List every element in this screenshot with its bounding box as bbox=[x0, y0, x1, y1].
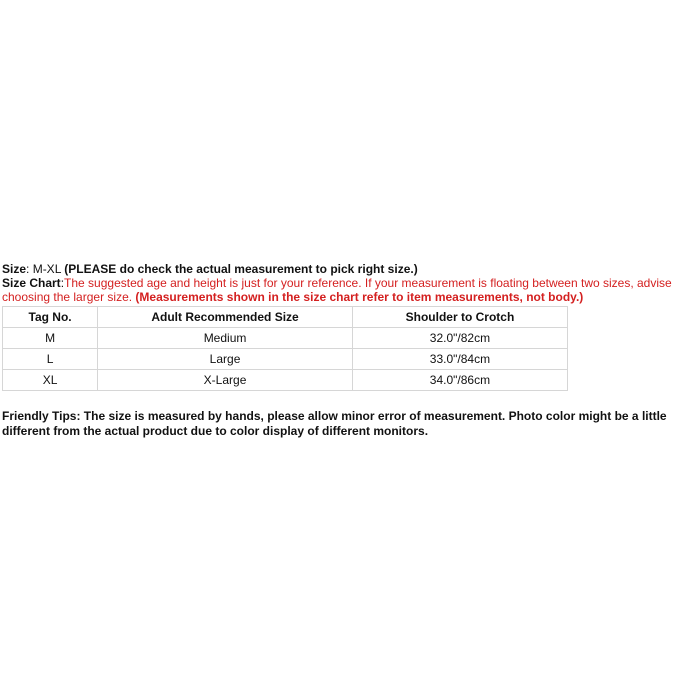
product-size-info bbox=[2, 262, 696, 439]
size-table bbox=[2, 306, 568, 391]
size-chart-note: (Measurements shown in the size chart refer to item measurements, not body.) bbox=[135, 290, 584, 304]
cell-tag: L bbox=[3, 349, 98, 370]
size-colon: : bbox=[26, 262, 30, 276]
friendly-tips: Friendly Tips: The size is measured by hands, please allow minor error of measurement. Photo color might be a little different from the actual product due to color display of different monitors. bbox=[2, 409, 667, 438]
size-chart-label: Size Chart bbox=[2, 276, 61, 290]
cell-size: X-Large bbox=[98, 370, 353, 391]
cell-size: Medium bbox=[98, 328, 353, 349]
size-note: (PLEASE do check the actual measurement to pick right size.) bbox=[64, 262, 418, 276]
table-row bbox=[3, 370, 568, 391]
header-tag-no: Tag No. bbox=[3, 307, 98, 328]
table-row bbox=[3, 328, 568, 349]
table-header-row bbox=[3, 307, 568, 328]
table-row bbox=[3, 349, 568, 370]
header-shoulder-crotch: Shoulder to Crotch bbox=[352, 307, 567, 328]
cell-size: Large bbox=[98, 349, 353, 370]
size-label: Size bbox=[2, 262, 27, 276]
cell-tag: XL bbox=[3, 370, 98, 391]
cell-measure: 32.0"/82cm bbox=[352, 328, 567, 349]
size-value: M-XL bbox=[29, 262, 65, 276]
cell-measure: 33.0"/84cm bbox=[352, 349, 567, 370]
size-chart-colon: : bbox=[60, 276, 65, 290]
size-chart-line bbox=[2, 276, 696, 304]
size-chart-text: The suggested age and height is just for your reference. If your measurement is floating between two sizes, advise choosing the larger size. bbox=[2, 276, 672, 304]
cell-tag: M bbox=[3, 328, 98, 349]
cell-measure: 34.0"/86cm bbox=[352, 370, 567, 391]
header-adult-size: Adult Recommended Size bbox=[98, 307, 353, 328]
size-line bbox=[2, 262, 696, 276]
